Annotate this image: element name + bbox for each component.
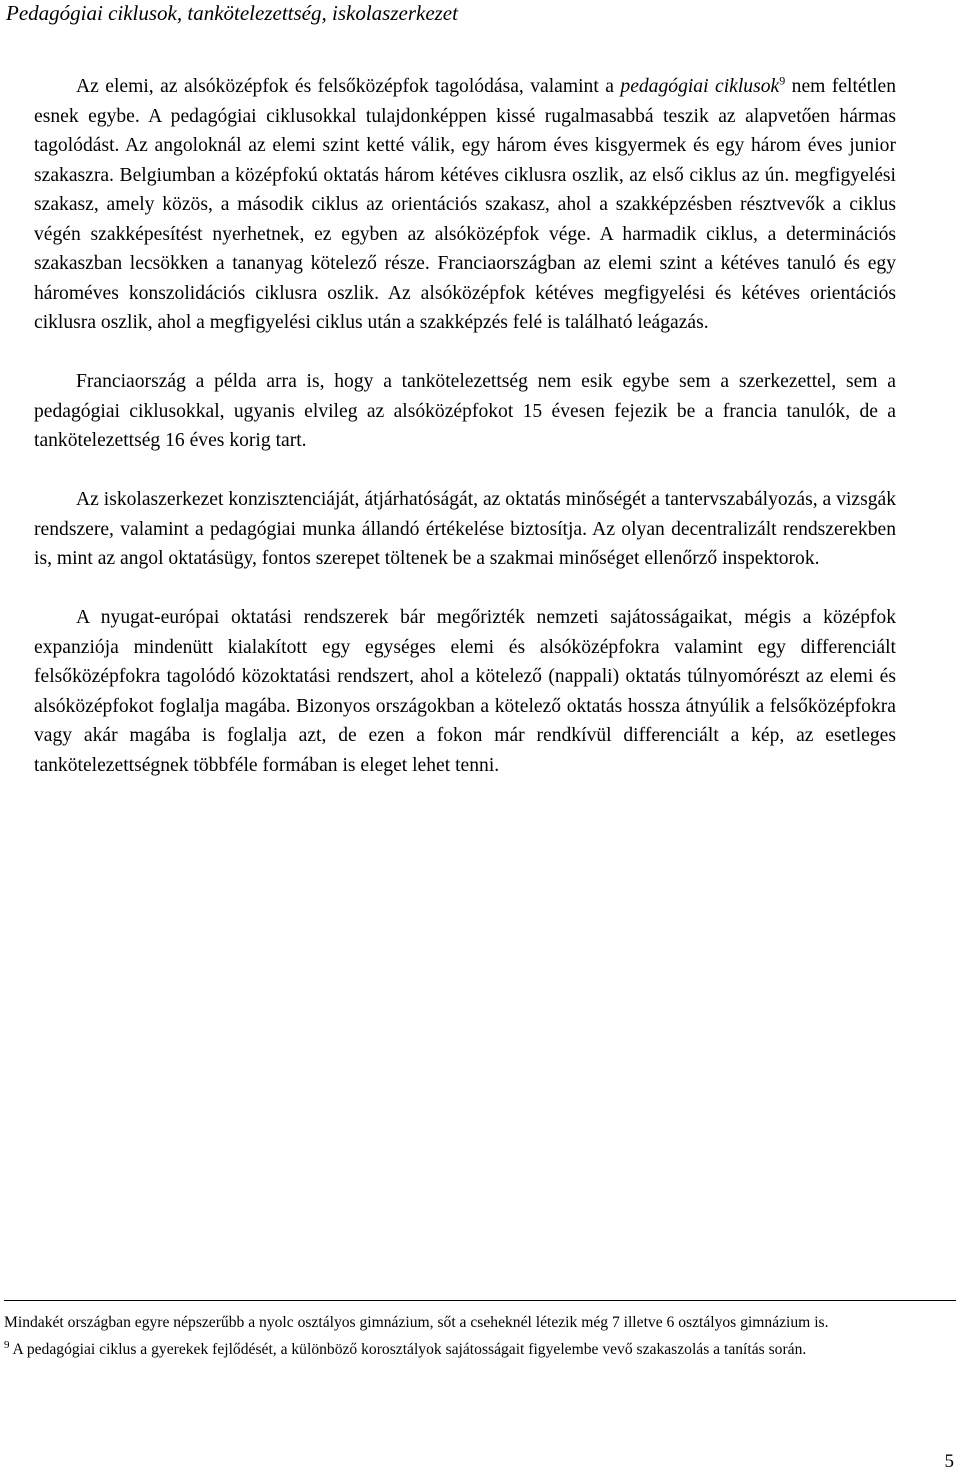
footnotes (4, 1311, 956, 1365)
p1-emphasis: pedagógiai ciklusok (620, 76, 780, 97)
footnote-9-mark: 9 (4, 1338, 10, 1351)
p1-text-start: Az elemi, az alsóközépfok és felsőközépfok tagolódása, valamint a (76, 76, 621, 97)
footnote-9-text: A pedagógiai ciklus a gyerekek fejlődését, a különböző korosztályok sajátosságait figyelembe vevő szakaszolás a tanítás során. (9, 1341, 807, 1358)
footnote-9 (4, 1338, 956, 1361)
footnote-continued: Mindakét országban egyre népszerűbb a nyolc osztályos gimnázium, sőt a cseheknél létezik még 7 illetve 6 osztályos gimnázium is. (4, 1314, 829, 1331)
footnote-separator (4, 1300, 956, 1301)
paragraph-2: Franciaország a példa arra is, hogy a tankötelezettség nem esik egybe sem a szerkezettel, sem a pedagógiai ciklusokkal, ugyanis elvileg az alsóközépfokot 15 évesen fejezik be a francia tanulók, de a tankötelezettség 16 éves korig tart. (34, 371, 896, 451)
paragraph-3: Az iskolaszerkezet konzisztenciáját, átjárhatóságát, az oktatás minőségét a tantervszabályozás, a vizsgák rendszere, valamint a pedagógiai munka állandó értékelése biztosítja. Az olyan decentralizált rendszerekben is, mint az angol oktatásügy, fontos szerepet töltenek be a szakmai minőséget ellenőrző inspektorok. (34, 489, 896, 569)
paragraph-4: A nyugat-európai oktatási rendszerek bár megőrizték nemzeti sajátosságaikat, mégis a középfok expanziója mindenütt kialakított egy egységes elemi és alsóközépfokra valamint egy differenciált felsőközépfokra tagolódó közoktatási rendszert, ahol a kötelező (nappali) oktatás túlnyomórészt az elemi és alsóközépfokot foglalja magába. Bizonyos országokban a kötelező oktatás hossza átnyúlik a felsőközépfokra vagy akár magába is foglalja azt, de ezen a fokon már rendkívül differenciált a kép, az esetleges tankötelezettségnek többféle formában is eleget lehet tenni. (34, 607, 896, 776)
page-number: 5 (944, 1451, 954, 1472)
paragraph-1 (34, 72, 896, 338)
body-text (34, 72, 896, 780)
p1-text-rest: nem feltétlen esnek egybe. A pedagógiai ciklusokkal tulajdonképpen kissé rugalmasabbá teszik az alapvetően hármas tagolódást. Az angoloknál az elemi szint ketté válik, egy három éves kisgyermek és egy három éves junior szakaszra. Belgiumban a középfokú oktatás három kétéves ciklusra oszlik, az első ciklus az ún. megfigyelési szakasz, amely közös, a második ciklus az orientációs szakasz, ahol a szakképzésben résztvevők a ciklus végén szakképesítést nyerhetnek, ez egyben az alsóközépfok vége. A harmadik ciklus, a determinációs szakaszban lecsökken a tananyag kötelező része. Franciaországban az elemi szint a kétéves tanuló és egy hároméves konszolidációs ciklusra oszlik. Az alsóközépfok kétéves megfigyelési és kétéves orientációs ciklusra oszlik, ahol a megfigyelési ciklus után a szakképzés felé is található leágazás. (34, 76, 897, 333)
footnote-reference-9[interactable]: 9 (779, 73, 786, 88)
running-header: Pedagógiai ciklusok, tankötelezettség, iskolaszerkezet (6, 1, 458, 25)
